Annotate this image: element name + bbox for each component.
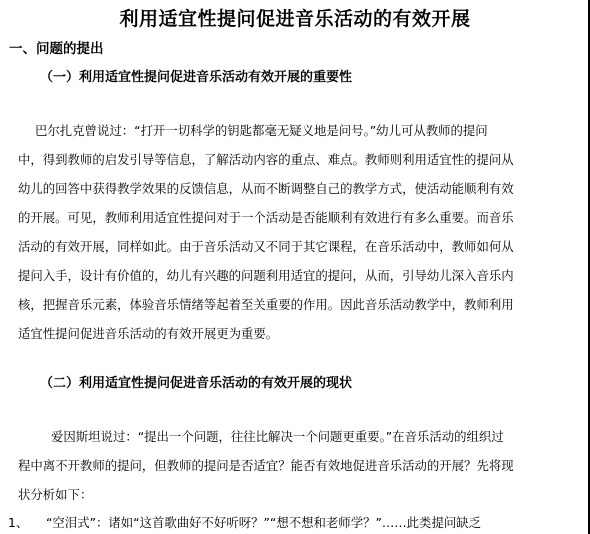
paragraph-line: 的开展。可见，教师利用适宜性提问对于一个活动是否能顺利有效进行有多么重要。而音乐 — [18, 210, 514, 225]
paragraph-line: 幼儿的回答中获得教学效果的反馈信息，从而不断调整自己的教学方式，使活动能顺利有效 — [18, 181, 514, 196]
paragraph-line: 提问入手，设计有价值的，幼儿有兴趣的问题利用适宜的提问，从而，引导幼儿深入音乐内 — [18, 268, 514, 283]
list-number: 1、 — [8, 515, 29, 530]
list-text: “空泪式”：诸如“这首歌曲好不好听呀？”“想不想和老师学？”……此类提问缺乏 — [46, 515, 482, 530]
paragraph-line: 适宜性提问促进音乐活动的有效开展更为重要。 — [18, 326, 279, 341]
document-title: 利用适宜性提问促进音乐活动的有效开展 — [119, 8, 471, 30]
section-heading-problem: 一、问题的提出 — [9, 41, 104, 57]
subsection-heading-status: （二）利用适宜性提问促进音乐活动的有效开展的现状 — [40, 376, 353, 391]
paragraph-status — [18, 422, 578, 509]
paragraph-importance — [18, 116, 578, 348]
paragraph-line: 程中离不开教师的提问，但教师的提问是否适宜？能否有效地促进音乐活动的开展？先将现 — [18, 458, 514, 473]
paragraph-line: 核，把握音乐元素，体验音乐情绪等起着至关重要的作用。因此音乐活动教学中，教师利用 — [18, 297, 514, 312]
paragraph-line: 活动的有效开展，同样如此。由于音乐活动又不同于其它课程，在音乐活动中，教师如何从 — [18, 239, 514, 254]
paragraph-line: 巴尔扎克曾说过：“打开一切科学的钥匙都毫无疑义地是问号。”幼儿可从教师的提问 — [35, 123, 488, 138]
paragraph-line: 爱因斯坦说过：“提出一个问题，往往比解决一个问题更重要。”在音乐活动的组织过 — [51, 429, 504, 444]
paragraph-line: 状分析如下： — [18, 487, 93, 502]
paragraph-line: 中，得到教师的启发引导等信息，了解活动内容的重点、难点。教师则利用适宜性的提问从 — [18, 152, 514, 167]
list-item — [8, 508, 588, 534]
subsection-heading-importance: （一）利用适宜性提问促进音乐活动有效开展的重要性 — [40, 70, 353, 85]
